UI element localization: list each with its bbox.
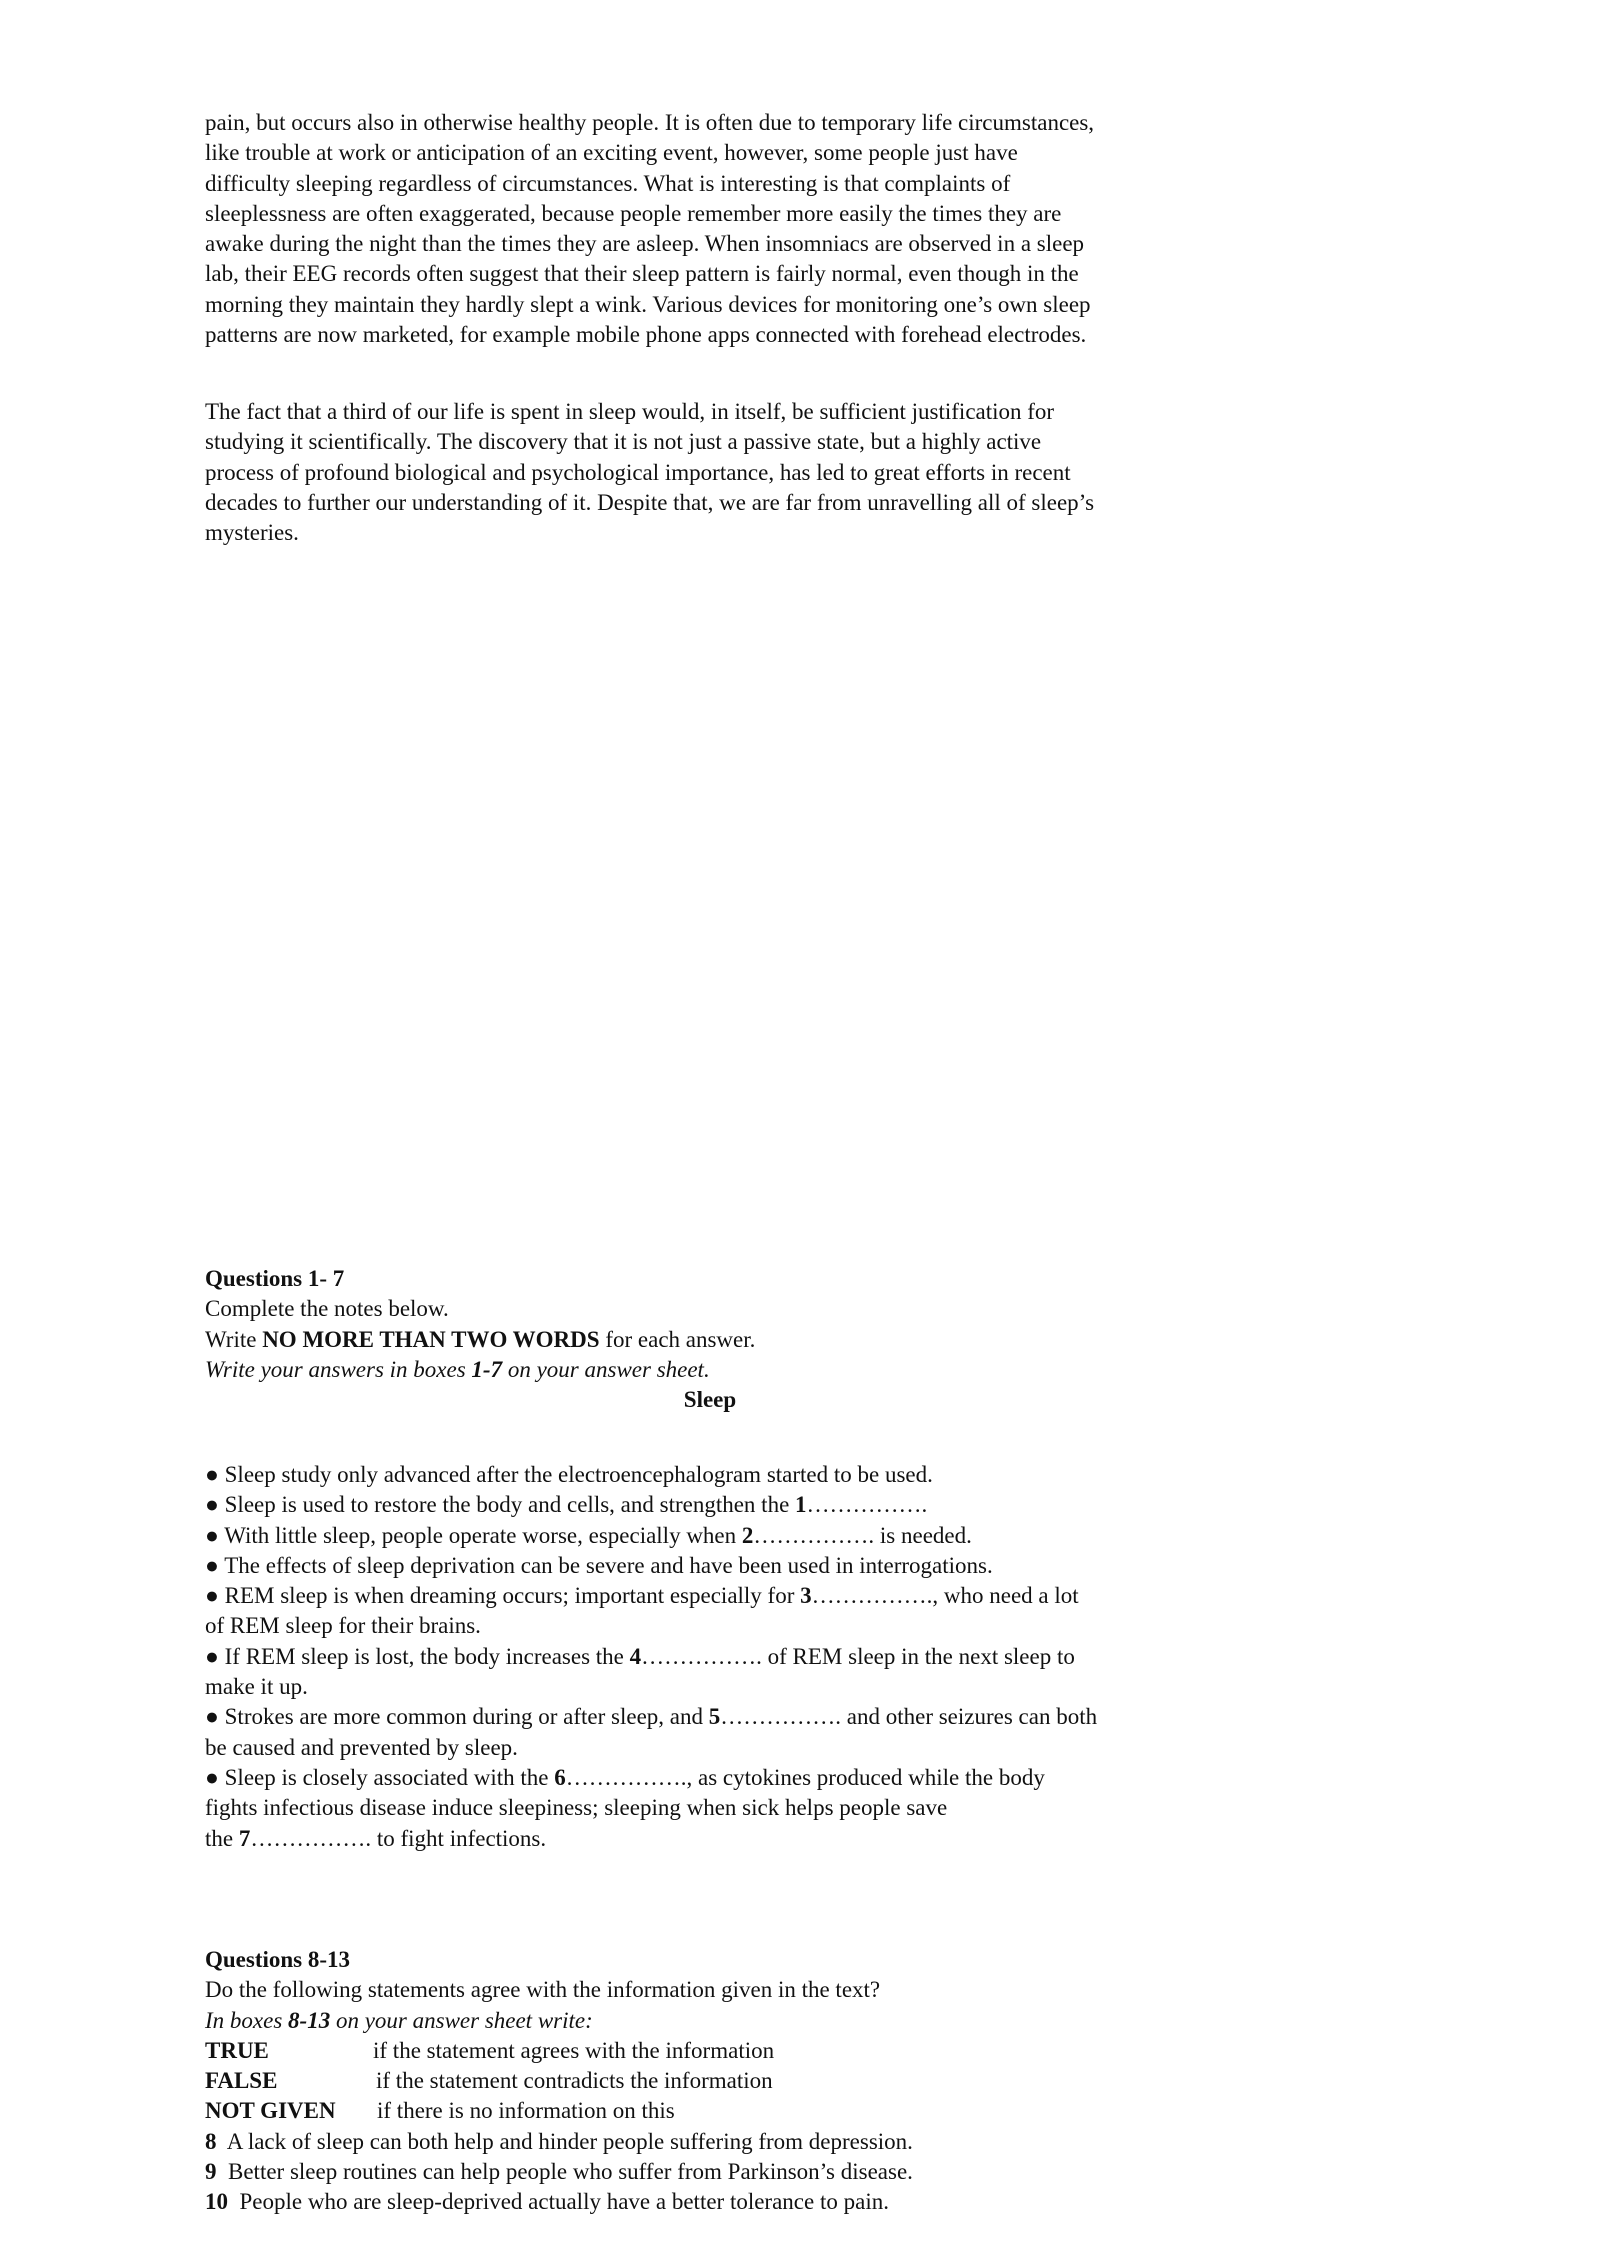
section-heading: Questions 1- 7 — [205, 1266, 345, 1291]
note-item — [205, 1521, 1235, 1551]
note-continuation — [205, 1824, 1235, 1854]
option-description: if the statement contradicts the information — [376, 2068, 773, 2094]
note-text: ● Strokes are more common during or after sleep, and — [205, 1704, 709, 1730]
questions-1-7-instructions — [205, 1264, 1235, 1415]
passage-line: sleeplessness are often exaggerated, because people remember more easily the times they are — [205, 200, 1062, 226]
note-continuation: make it up. — [205, 1674, 308, 1700]
note-continuation: fights infectious disease induce sleepiness; sleeping when sick helps people save — [205, 1795, 948, 1821]
note-text: ● Sleep study only advanced after the electroencephalogram started to be used. — [205, 1462, 933, 1487]
note-text: ……………. — [806, 1492, 928, 1518]
statement-list — [205, 2127, 1235, 2218]
instruction-text: Do the following statements agree with the information given in the text? — [205, 1977, 881, 2003]
note-text: the — [205, 1825, 239, 1851]
instruction-emphasis: 8-13 — [288, 2007, 331, 2033]
option-description: if there is no information on this — [377, 2098, 675, 2124]
passage-line: patterns are now marketed, for example mobile phone apps connected with forehead electrodes. — [205, 322, 1087, 348]
instruction-fragment: on your answer sheet. — [502, 1356, 710, 1382]
passage-paragraph-2 — [205, 397, 1235, 548]
instruction-fragment: Write — [205, 1326, 263, 1352]
instruction-text — [205, 1325, 1235, 1355]
note-text: ……………. to fight infections. — [250, 1825, 547, 1851]
statement-number: 10 — [205, 2189, 228, 2215]
note-text: ……………. and other seizures can both — [720, 1704, 1098, 1730]
statement-text: A lack of sleep can both help and hinder people suffering from depression. — [216, 2128, 913, 2154]
note-text: ● REM sleep is when dreaming occurs; important especially for — [205, 1583, 801, 1609]
passage-line: lab, their EEG records often suggest that their sleep pattern is fairly normal, even though in the — [205, 261, 1079, 287]
statement-number: 8 — [205, 2128, 217, 2154]
gap-number: 6 — [554, 1764, 566, 1790]
passage-line: like trouble at work or anticipation of an exciting event, however, some people just have — [205, 140, 1018, 166]
note-text: ● The effects of sleep deprivation can be severe and have been used in interrogations. — [205, 1552, 993, 1578]
statement-item — [205, 2187, 1235, 2217]
instruction-fragment: Write your answers in boxes — [205, 1356, 472, 1382]
instruction-text — [205, 1355, 1235, 1385]
passage-line: process of profound biological and psychological importance, has led to great efforts in recent — [205, 459, 1071, 485]
answer-option — [205, 2096, 1235, 2126]
notes-title: Sleep — [683, 1387, 737, 1413]
gap-number: 3 — [800, 1583, 812, 1609]
instruction-text: Complete the notes below. — [205, 1296, 449, 1322]
instruction-fragment: on your answer sheet write: — [330, 2007, 593, 2033]
note-continuation: of REM sleep for their brains. — [205, 1613, 481, 1639]
questions-8-13-block — [205, 1945, 1235, 2218]
passage-line: difficulty sleeping regardless of circumstances. What is interesting is that complaints of — [205, 170, 1011, 196]
note-item — [205, 1551, 1235, 1581]
note-item — [205, 1702, 1235, 1732]
passage-line: morning they maintain they hardly slept a wink. Various devices for monitoring one’s own sleep — [205, 291, 1091, 317]
note-text: ……………., as cytokines produced while the body — [565, 1764, 1045, 1790]
passage-line: awake during the night than the times they are asleep. When insomniacs are observed in a sleep — [205, 231, 1085, 257]
statement-text: Better sleep routines can help people who suffer from Parkinson’s disease. — [216, 2159, 913, 2185]
note-text: ● If REM sleep is lost, the body increases the — [205, 1643, 630, 1669]
passage-line: studying it scientifically. The discovery that it is not just a passive state, but a highly active — [205, 429, 1042, 455]
note-text: ……………. of REM sleep in the next sleep to — [641, 1643, 1075, 1669]
passage-line: mysteries. — [205, 520, 299, 546]
section-heading: Questions 8-13 — [205, 1947, 351, 1972]
statement-item — [205, 2157, 1235, 2187]
note-item — [205, 1490, 1235, 1520]
note-item — [205, 1460, 1235, 1490]
note-text: ● Sleep is closely associated with the — [205, 1764, 555, 1790]
passage-line: The fact that a third of our life is spent in sleep would, in itself, be sufficient justification for — [205, 399, 1055, 424]
statement-text: People who are sleep-deprived actually have a better tolerance to pain. — [228, 2189, 889, 2215]
statement-item — [205, 2127, 1235, 2157]
gap-number: 4 — [629, 1643, 642, 1669]
note-text: ● With little sleep, people operate worse, especially when — [205, 1522, 742, 1548]
instruction-emphasis: 1-7 — [471, 1356, 503, 1382]
notes-list — [205, 1460, 1235, 1854]
option-term: FALSE — [205, 2068, 278, 2094]
answer-option — [205, 2036, 1235, 2066]
instruction-emphasis: NO MORE THAN TWO WORDS — [262, 1326, 600, 1352]
instruction-fragment: for each answer. — [599, 1326, 756, 1352]
answer-options — [205, 2036, 1235, 2127]
statement-number: 9 — [205, 2159, 217, 2185]
note-item — [205, 1581, 1235, 1611]
option-description: if the statement agrees with the information — [373, 2037, 775, 2063]
passage-line: pain, but occurs also in otherwise healthy people. It is often due to temporary life circumstances, — [205, 110, 1095, 135]
passage-line: decades to further our understanding of it. Despite that, we are far from unravelling all of sleep’s — [205, 489, 1095, 515]
gap-number: 5 — [708, 1704, 721, 1730]
instruction-fragment: In boxes — [205, 2007, 289, 2033]
gap-number: 1 — [795, 1492, 807, 1518]
passage-paragraph-1 — [205, 108, 1235, 350]
note-item — [205, 1642, 1235, 1672]
note-continuation: be caused and prevented by sleep. — [205, 1734, 518, 1760]
note-text: ……………. is needed. — [753, 1522, 972, 1548]
gap-number: 2 — [741, 1522, 754, 1548]
note-item — [205, 1763, 1235, 1793]
answer-option — [205, 2066, 1235, 2096]
note-text: ● Sleep is used to restore the body and cells, and strengthen the — [205, 1492, 796, 1518]
note-text: ……………., who need a lot — [811, 1583, 1079, 1609]
instruction-text — [205, 2006, 1235, 2036]
option-term: NOT GIVEN — [205, 2098, 336, 2124]
gap-number: 7 — [238, 1825, 251, 1851]
option-term: TRUE — [205, 2037, 269, 2063]
